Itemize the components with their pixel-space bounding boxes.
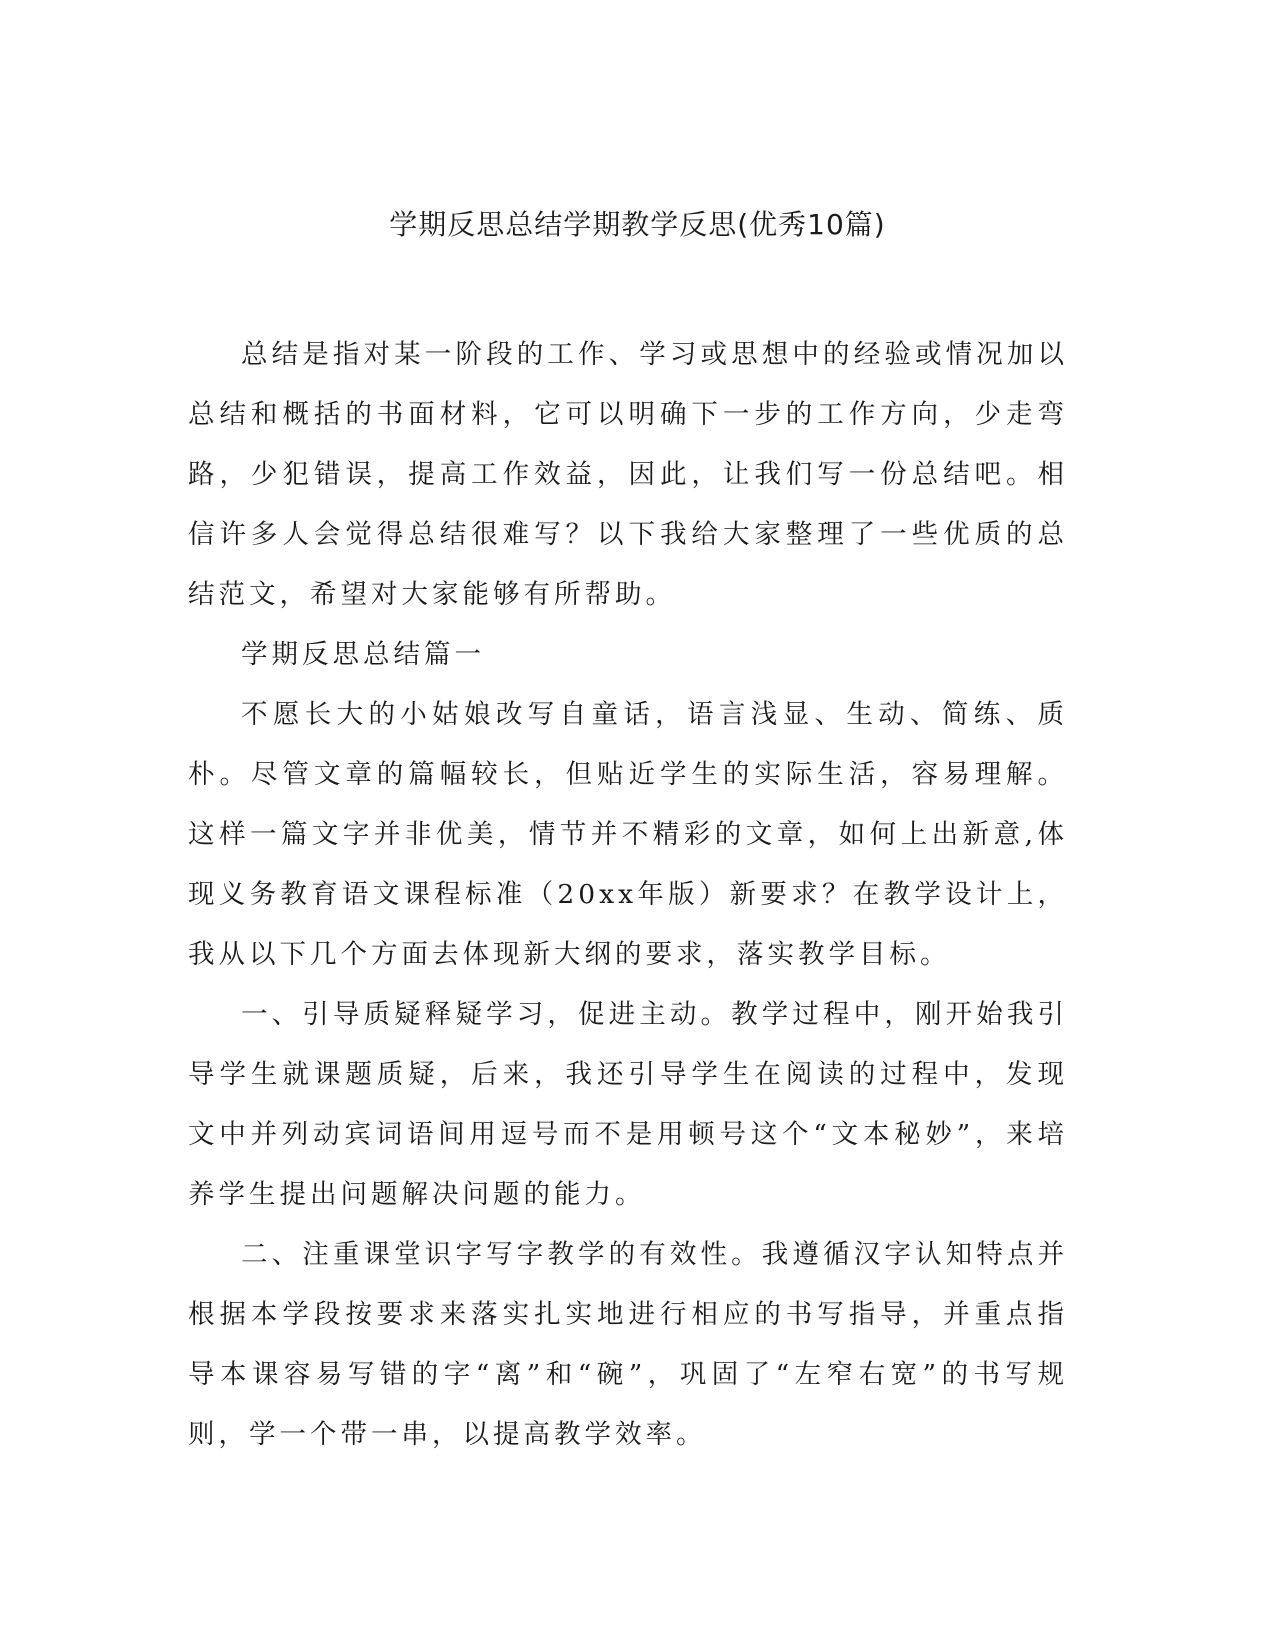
section-heading: 学期反思总结篇一 — [241, 639, 485, 670]
body-paragraph: 二、注重课堂识字写字教学的有效性。我遵循汉字认知特点并根据本学段按要求来落实扎实地进行相应的书写指导，并重点指导本课容易写错的字“离”和“碗”，巩固了“左窄右宽”的书写规则，学一个带一串，以提高教学效率。 — [188, 1239, 1068, 1450]
body-paragraph: 不愿长大的小姑娘改写自童话，语言浅显、生动、简练、质朴。尽管文章的篇幅较长，但贴近学生的实际生活，容易理解。这样一篇文字并非优美，情节并不精彩的文章，如何上出新意,体现义务教育语文课程标准（20xx年版）新要求？在教学设计上，我从以下几个方面去体现新大纲的要求，落实教学目标。 — [188, 699, 1068, 970]
document-body — [188, 325, 1068, 1465]
body-paragraph: 一、引导质疑释疑学习，促进主动。教学过程中，刚开始我引导学生就课题质疑，后来，我还引导学生在阅读的过程中，发现文中并列动宾词语间用逗号而不是用顿号这个“文本秘妙”，来培养学生提出问题解决问题的能力。 — [188, 999, 1068, 1210]
document-title: 学期反思总结学期教学反思(优秀10篇) — [389, 208, 886, 241]
intro-paragraph: 总结是指对某一阶段的工作、学习或思想中的经验或情况加以总结和概括的书面材料，它可以明确下一步的工作方向，少走弯路，少犯错误，提高工作效益，因此，让我们写一份总结吧。相信许多人会觉得总结很难写？以下我给大家整理了一些优质的总结范文，希望对大家能够有所帮助。 — [188, 339, 1068, 610]
